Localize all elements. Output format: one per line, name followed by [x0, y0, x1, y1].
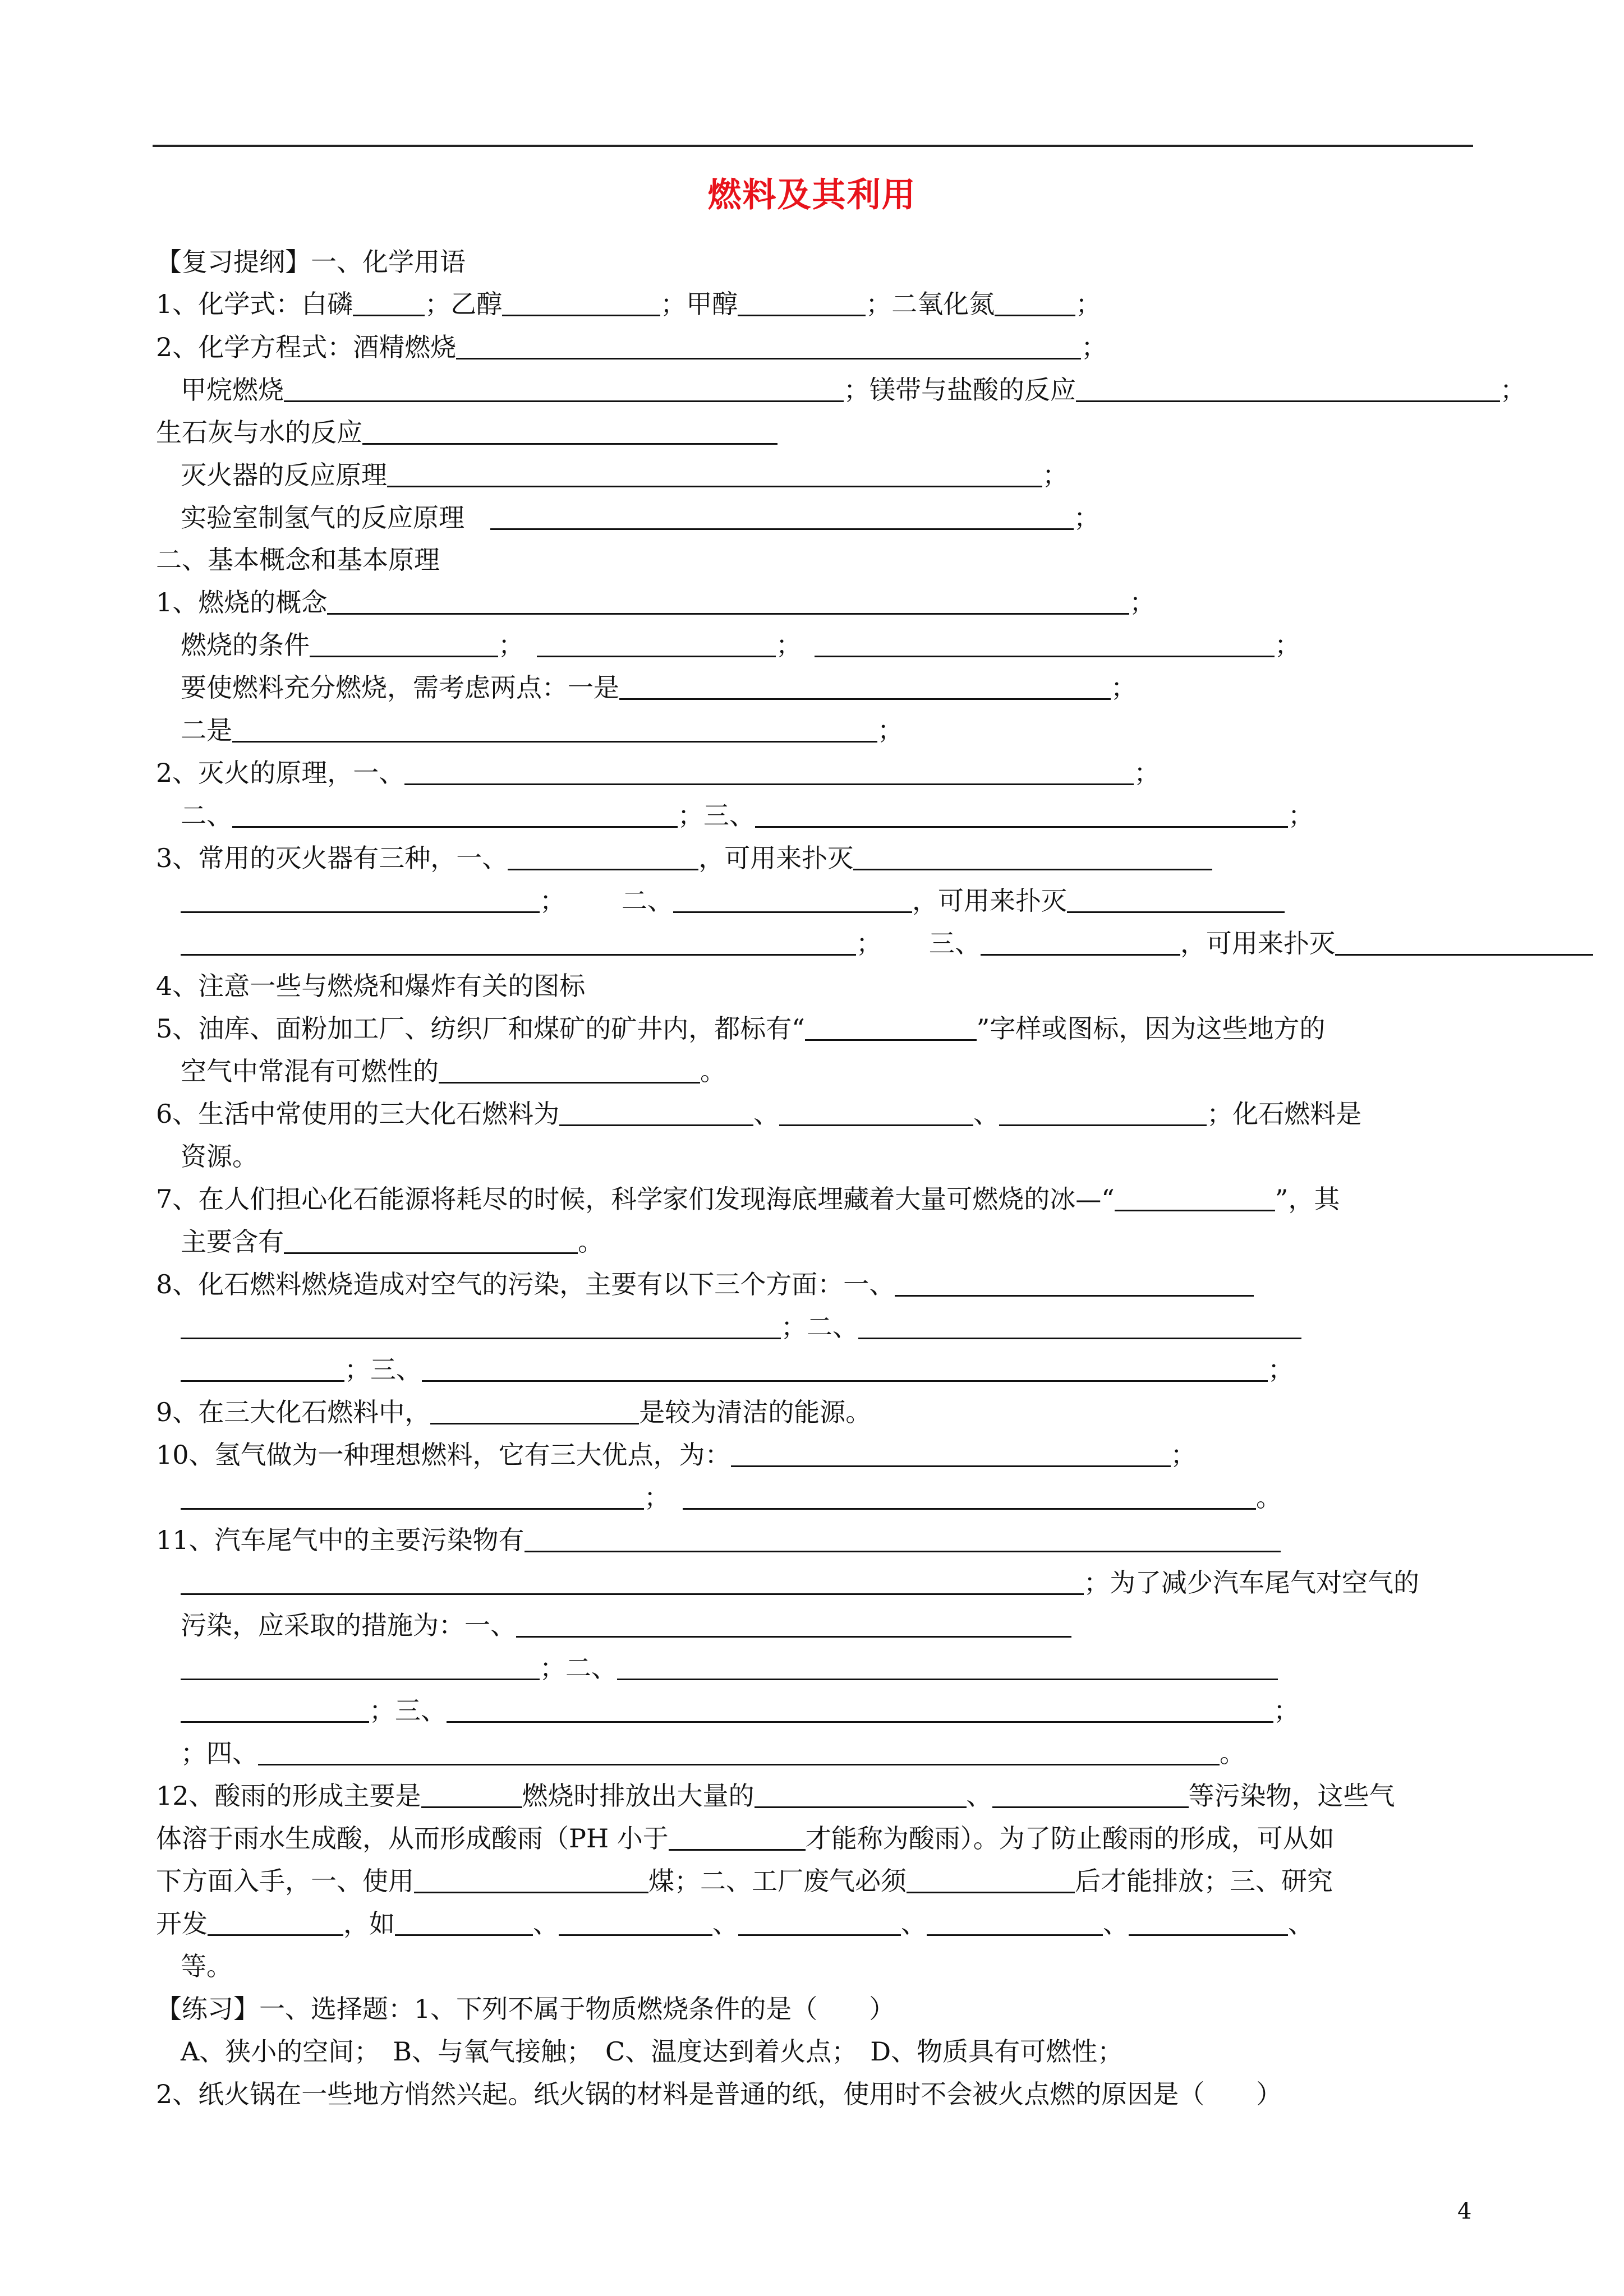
- answer-blank[interactable]: [502, 292, 660, 316]
- page-number: 4: [1457, 2198, 1472, 2224]
- c8-second-line: ；二、: [181, 1311, 1301, 1343]
- practice-q2: 2、纸火锅在一些地方悄然兴起。纸火锅的材料是普通的纸，使用时不会被火点燃的原因是（ ）: [156, 2079, 1282, 2109]
- c5-line: 5、油库、面粉加工厂、纺织厂和煤矿的矿井内，都标有“ ”字样或图标，因为这些地方的: [156, 1013, 1326, 1044]
- answer-blank[interactable]: [1129, 1912, 1288, 1936]
- answer-blank[interactable]: [327, 591, 1129, 615]
- answer-blank[interactable]: [673, 889, 912, 913]
- c9-line: 9、在三大化石燃料中， 是较为清洁的能源。: [156, 1397, 872, 1427]
- page-title: 燃料及其利用: [707, 176, 917, 215]
- section2-heading: 二、基本概念和基本原理: [156, 545, 440, 575]
- c6-second-line: 资源。: [181, 1141, 258, 1172]
- q2-hydrogen-line: 实验室制氢气的反应原理 ；: [181, 502, 1099, 533]
- answer-blank[interactable]: [992, 1784, 1189, 1808]
- answer-blank[interactable]: [525, 1528, 1281, 1552]
- answer-blank[interactable]: [617, 1656, 1278, 1680]
- q2-methane-line: 甲烷燃烧 ；镁带与盐酸的反应 ；: [181, 375, 1526, 405]
- answer-blank[interactable]: [755, 804, 1288, 828]
- answer-blank[interactable]: [353, 292, 425, 316]
- answer-blank[interactable]: [738, 1912, 901, 1936]
- c12-second-line: 体溶于雨水生成酸，从而形成酸雨（PH 小于 才能称为酸雨）。为了防止酸雨的形成，可从如: [156, 1823, 1335, 1854]
- answer-blank[interactable]: [387, 463, 1042, 487]
- c3-line: 3、常用的灭火器有三种，一、 ，可用来扑灭: [156, 842, 1212, 874]
- answer-blank[interactable]: [421, 1784, 522, 1808]
- c12-line: 12、酸雨的形成主要是 燃烧时排放出大量的 、 等污染物，这些气: [156, 1781, 1395, 1811]
- answer-blank[interactable]: [895, 1273, 1254, 1297]
- answer-blank[interactable]: [738, 292, 866, 316]
- c11-fourth-line: ；二、: [181, 1652, 1278, 1684]
- c8-third-line: ；三、 ；: [181, 1353, 1294, 1386]
- answer-blank[interactable]: [907, 1869, 1075, 1893]
- header-rule: [153, 145, 1473, 147]
- answer-blank[interactable]: [490, 506, 1074, 530]
- answer-blank[interactable]: [181, 1315, 781, 1339]
- answer-blank[interactable]: [858, 1315, 1301, 1339]
- answer-blank[interactable]: [537, 633, 776, 657]
- c11-sixth-line: ；四、 。: [181, 1738, 1245, 1768]
- answer-blank[interactable]: [1067, 889, 1285, 913]
- answer-blank[interactable]: [404, 761, 1134, 785]
- practice-heading: 【练习】一、选择题：1、下列不属于物质燃烧条件的是（ ）: [156, 1994, 895, 2024]
- answer-blank[interactable]: [284, 378, 844, 402]
- answer-blank[interactable]: [559, 1102, 753, 1126]
- answer-blank[interactable]: [456, 335, 1081, 359]
- q2-extinguisher-line: 灭火器的反应原理 ；: [181, 460, 1068, 490]
- answer-blank[interactable]: [284, 1230, 578, 1254]
- c10-line: 10、氢气做为一种理想燃料，它有三大优点，为： ；: [156, 1440, 1197, 1470]
- outline-heading: 【复习提纲】一、化学用语: [156, 247, 466, 277]
- answer-blank[interactable]: [779, 1102, 973, 1126]
- answer-blank[interactable]: [1335, 932, 1593, 956]
- answer-blank[interactable]: [669, 1827, 806, 1851]
- answer-blank[interactable]: [232, 718, 877, 743]
- answer-blank[interactable]: [815, 633, 1275, 657]
- practice-q1-options: A、狭小的空间； B、与氧气接触； C、温度达到着火点； D、物质具有可燃性；: [181, 2036, 1124, 2067]
- c3-third-line: ； 三、 ，可用来扑灭: [181, 927, 1593, 960]
- answer-blank[interactable]: [181, 1656, 540, 1680]
- c7-line: 7、在人们担心化石能源将耗尽的时候，科学家们发现海底埋藏着大量可燃烧的冰—“ ”，其: [156, 1184, 1340, 1214]
- answer-blank[interactable]: [439, 1059, 700, 1084]
- answer-blank[interactable]: [208, 1912, 343, 1936]
- q1-formula-line: 1、化学式：白磷 ；乙醇 ；甲醇 ；二氧化氮 ；: [156, 289, 1102, 319]
- c3-second-line: ； 二、 ，可用来扑灭: [181, 884, 1285, 917]
- c11-third-line: 污染，应采取的措施为：一、: [181, 1609, 1071, 1642]
- answer-blank[interactable]: [181, 932, 856, 956]
- c7-second-line: 主要含有 。: [181, 1227, 604, 1257]
- c11-fifth-line: ；三、 ；: [181, 1694, 1299, 1727]
- answer-blank[interactable]: [805, 1017, 977, 1041]
- answer-blank[interactable]: [362, 421, 778, 445]
- c12-fourth-line: 开发 ，如 、 、 、 、 、: [156, 1908, 1314, 1939]
- c4-line: 4、注意一些与燃烧和爆炸有关的图标: [156, 971, 586, 1001]
- answer-blank[interactable]: [995, 292, 1075, 316]
- answer-blank[interactable]: [508, 846, 698, 870]
- answer-blank[interactable]: [232, 804, 678, 828]
- answer-blank[interactable]: [927, 1912, 1103, 1936]
- c8-line: 8、化石燃料燃烧造成对空气的污染，主要有以下三个方面：一、: [156, 1268, 1254, 1301]
- c1-conditions-line: 燃烧的条件 ； ； ；: [181, 630, 1300, 660]
- answer-blank[interactable]: [559, 1912, 712, 1936]
- answer-blank[interactable]: [181, 1699, 369, 1723]
- answer-blank[interactable]: [422, 1358, 1268, 1382]
- answer-blank[interactable]: [853, 846, 1212, 870]
- answer-blank[interactable]: [755, 1784, 967, 1808]
- answer-blank[interactable]: [181, 1486, 644, 1510]
- answer-blank[interactable]: [683, 1486, 1256, 1510]
- answer-blank[interactable]: [181, 1358, 344, 1382]
- q2-alcohol-line: 2、化学方程式：酒精燃烧 ；: [156, 332, 1107, 362]
- answer-blank[interactable]: [395, 1912, 533, 1936]
- c1-second-line: 二是 ；: [181, 715, 903, 745]
- c6-line: 6、生活中常使用的三大化石燃料为 、 、 ；化石燃料是: [156, 1099, 1362, 1129]
- answer-blank[interactable]: [999, 1102, 1207, 1126]
- answer-blank[interactable]: [516, 1613, 1071, 1638]
- answer-blank[interactable]: [414, 1869, 648, 1893]
- answer-blank[interactable]: [181, 889, 540, 913]
- c1-concept-line: 1、燃烧的概念 ；: [156, 587, 1156, 617]
- c11-line: 11、汽车尾气中的主要污染物有: [156, 1524, 1281, 1556]
- q2-lime-line: 生石灰与水的反应: [156, 416, 778, 449]
- answer-blank[interactable]: [1076, 378, 1500, 402]
- c1-full-combustion-line: 要使燃料充分燃烧，需考虑两点：一是 ；: [181, 672, 1137, 703]
- answer-blank[interactable]: [731, 1443, 1171, 1467]
- c12-third-line: 下方面入手，一、使用 煤；二、工厂废气必须 后才能排放；三、研究: [156, 1866, 1333, 1896]
- answer-blank[interactable]: [981, 932, 1180, 956]
- answer-blank[interactable]: [181, 1571, 1084, 1595]
- answer-blank[interactable]: [1115, 1187, 1275, 1211]
- c2-second-line: 二、 ；三、 ；: [181, 800, 1314, 831]
- answer-blank[interactable]: [430, 1400, 639, 1424]
- c11-second-line: ；为了减少汽车尾气对空气的: [181, 1566, 1419, 1599]
- c2-line: 2、灭火的原理，一、 ；: [156, 758, 1160, 788]
- answer-blank[interactable]: [258, 1741, 1220, 1765]
- c5-second-line: 空气中常混有可燃性的 。: [181, 1056, 726, 1086]
- c12-fifth-line: 等。: [181, 1951, 232, 1981]
- answer-blank[interactable]: [447, 1699, 1273, 1723]
- answer-blank[interactable]: [619, 676, 1111, 700]
- c10-second-line: ； 。: [181, 1481, 1282, 1514]
- answer-blank[interactable]: [310, 633, 498, 657]
